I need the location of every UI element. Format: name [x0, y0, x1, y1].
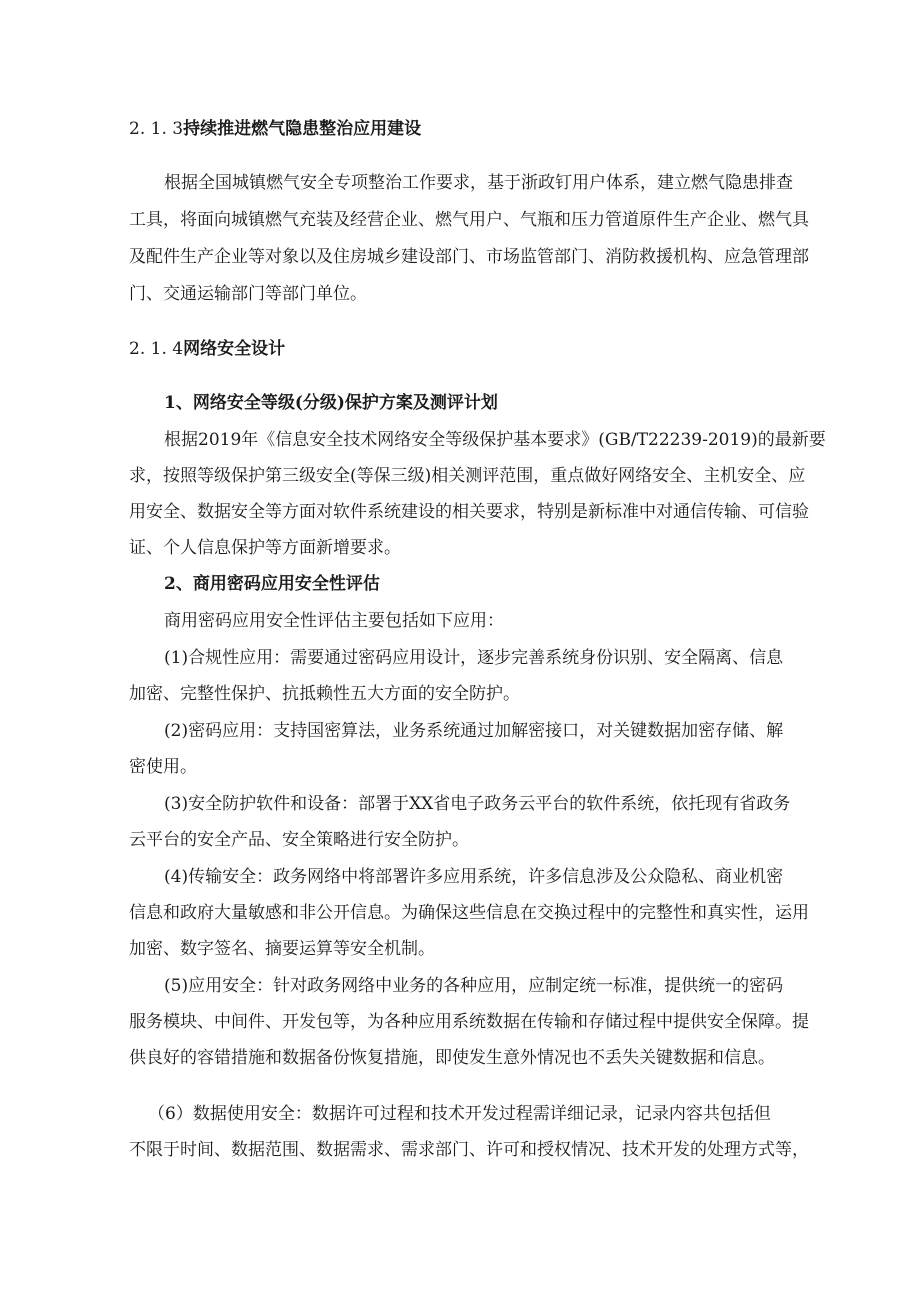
list-item-line: 服务模块、中间件、开发包等，为各种应用系统数据在传输和存储过程中提供安全保障。提	[129, 1012, 809, 1032]
section-number: 2. 1. 3	[129, 119, 184, 139]
list-item-line: （6）数据使用安全：数据许可过程和技术开发过程需详细记录，记录内容共包括但	[148, 1104, 771, 1124]
list-item-line: 不限于时间、数据范围、数据需求、需求部门、许可和授权情况、技术开发的处理方式等，	[129, 1140, 809, 1160]
paragraph-line: 根据2019年《信息安全技术网络安全等级保护基本要求》(GB/T22239-2019)的最新要	[164, 430, 826, 450]
paragraph-line: 工具，将面向城镇燃气充装及经营企业、燃气用户、气瓶和压力管道原件生产企业、燃气具	[129, 210, 809, 230]
list-item-line: (2)密码应用：支持国密算法，业务系统通过加解密接口，对关键数据加密存储、解	[164, 721, 784, 741]
list-item-line: 信息和政府大量敏感和非公开信息。为确保这些信息在交换过程中的完整性和真实性，运用	[129, 903, 809, 923]
list-item-line: 加密、数字签名、摘要运算等安全机制。	[129, 939, 435, 959]
paragraph-line: 证、个人信息保护等方面新增要求。	[129, 538, 401, 558]
paragraph-line: 求，按照等级保护第三级安全(等保三级)相关测评范围，重点做好网络安全、主机安全、应	[129, 466, 806, 486]
list-item-line: 云平台的安全产品、安全策略进行安全防护。	[129, 830, 469, 850]
paragraph-line: 根据全国城镇燃气安全专项整治工作要求，基于浙政钉用户体系，建立燃气隐患排查	[164, 173, 793, 193]
list-item-line: (5)应用安全：针对政务网络中业务的各种应用，应制定统一标准，提供统一的密码	[164, 976, 784, 996]
section-number: 2. 1. 4	[129, 339, 184, 359]
paragraph-line: 及配件生产企业等对象以及住房城乡建设部门、市场监管部门、消防救援机构、应急管理部	[129, 247, 809, 267]
list-item-line: (3)安全防护软件和设备：部署于XX省电子政务云平台的软件系统，依托现有省政务	[164, 794, 791, 814]
section-heading-2-1-4	[129, 338, 285, 360]
section-title: 持续推进燃气隐患整治应用建设	[183, 119, 422, 139]
list-item-line: 供良好的容错措施和数据备份恢复措施，即使发生意外情况也不丢失关键数据和信息。	[129, 1048, 775, 1068]
item-heading-2: 2、商用密码应用安全性评估	[164, 574, 380, 594]
section-heading-2-1-3	[129, 118, 421, 140]
section-title: 网络安全设计	[183, 339, 286, 359]
list-item-line: 加密、完整性保护、抗抵赖性五大方面的安全防护。	[129, 684, 520, 704]
paragraph-line: 商用密码应用安全性评估主要包括如下应用：	[164, 611, 504, 631]
paragraph-line: 门、交通运输部门等部门单位。	[129, 284, 367, 304]
list-item-line: (1)合规性应用：需要通过密码应用设计，逐步完善系统身份识别、安全隔离、信息	[164, 648, 784, 668]
list-item-line: (4)传输安全：政务网络中将部署许多应用系统，许多信息涉及公众隐私、商业机密	[164, 867, 784, 887]
item-heading-1: 1、网络安全等级(分级)保护方案及测评计划	[164, 393, 498, 413]
paragraph-line: 用安全、数据安全等方面对软件系统建设的相关要求，特别是新标准中对通信传输、可信验	[129, 502, 809, 522]
list-item-line: 密使用。	[129, 757, 197, 777]
